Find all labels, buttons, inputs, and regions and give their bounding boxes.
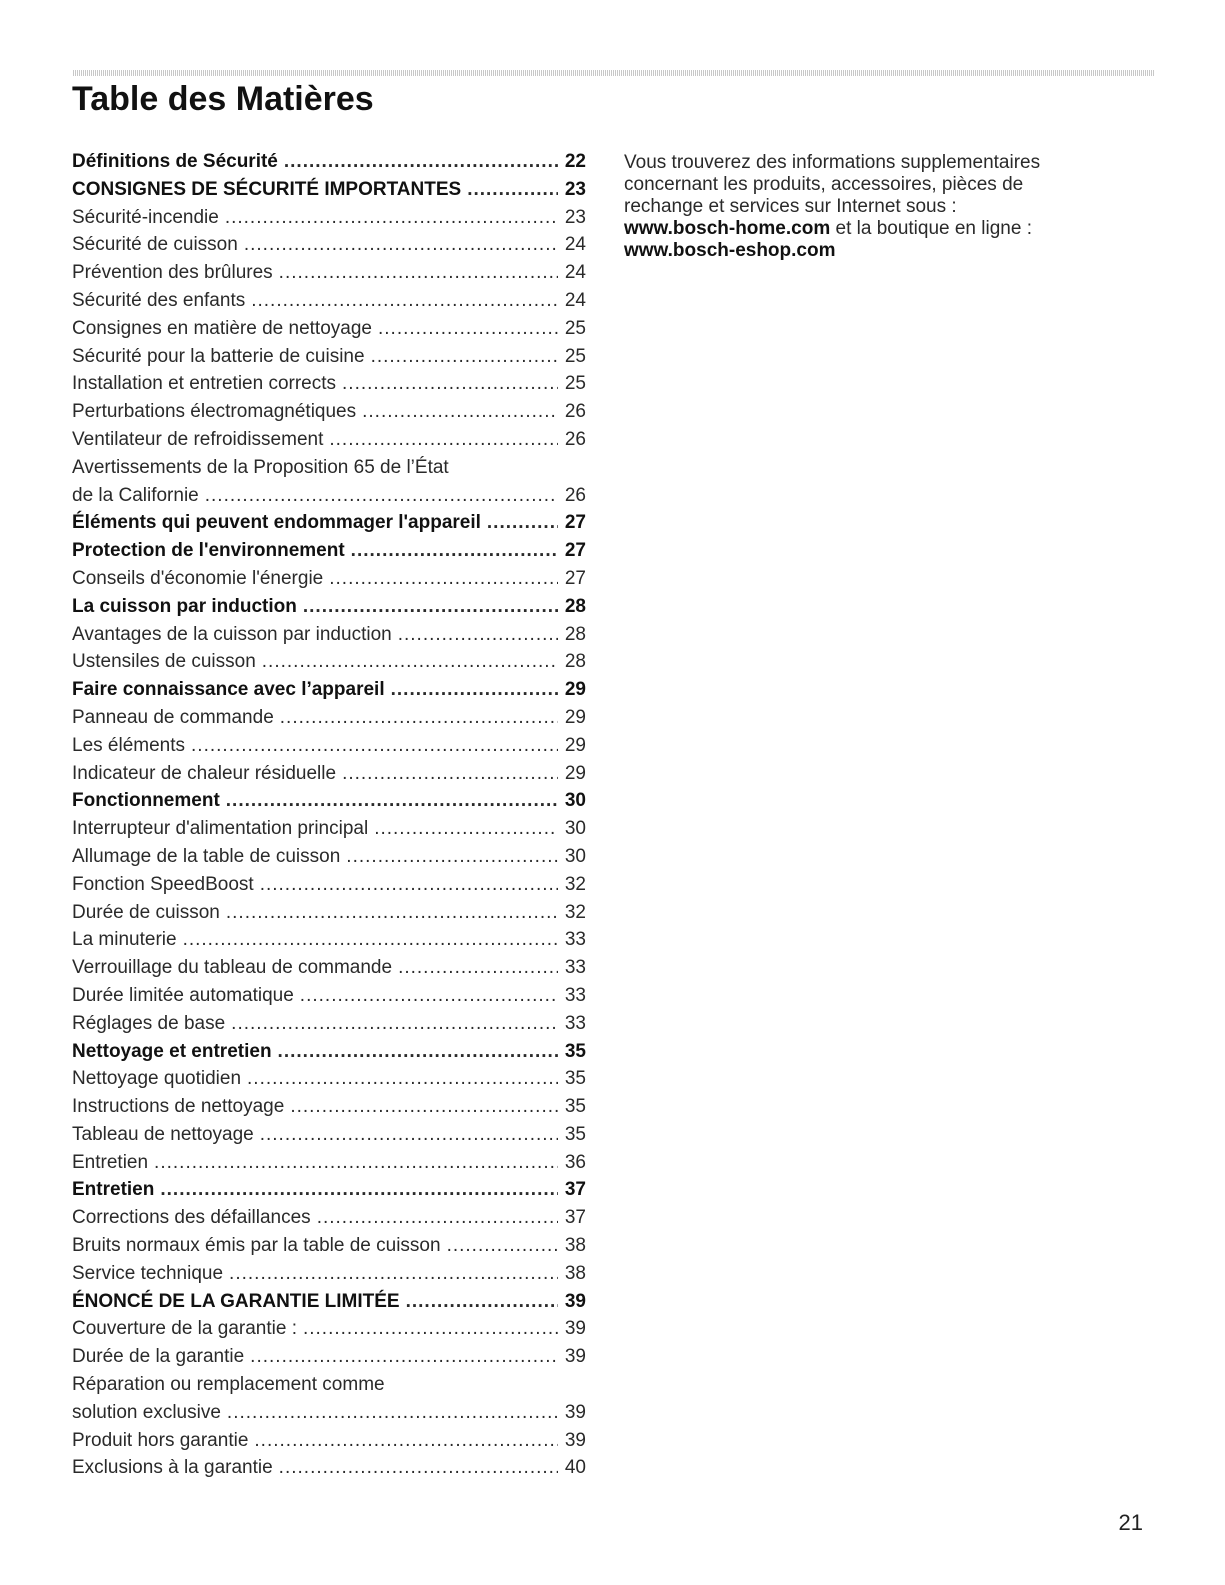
- toc-entry-line: [72, 621, 586, 649]
- bosch-eshop-link[interactable]: www.bosch-eshop.com: [624, 240, 836, 261]
- toc-entry-line: [72, 648, 586, 676]
- toc-page-number: 25: [564, 345, 586, 367]
- toc-entry-text: La minuterie: [72, 929, 177, 951]
- toc-entry-text: ÉNONCÉ DE LA GARANTIE LIMITÉE: [72, 1290, 400, 1312]
- toc-entry-line: [72, 815, 586, 843]
- toc-entry-text: Prévention des brûlures: [72, 262, 273, 284]
- toc-entry[interactable]: [72, 760, 586, 788]
- toc-page-number: 28: [564, 623, 586, 645]
- toc-page-number: 29: [564, 734, 586, 756]
- toc-entry-text: Ustensiles de cuisson: [72, 651, 256, 673]
- dot-leader: [262, 648, 558, 676]
- toc-entry-text: solution exclusive: [72, 1401, 221, 1423]
- toc-entry-line: [72, 843, 586, 871]
- toc-entry-text: Entretien: [72, 1179, 155, 1201]
- toc-entry-text: Consignes en matière de nettoyage: [72, 317, 372, 339]
- toc-entry-line: [72, 1454, 586, 1482]
- dot-leader: [244, 231, 558, 259]
- dot-leader: [374, 815, 558, 843]
- toc-entry-line: [72, 926, 586, 954]
- toc-entry-line: [72, 509, 586, 537]
- dot-leader: [317, 1204, 558, 1232]
- toc-entry[interactable]: [72, 1260, 586, 1288]
- toc-entry-line: [72, 1427, 586, 1455]
- toc-entry[interactable]: [72, 593, 586, 621]
- toc-entry-text: Sécurité pour la batterie de cuisine: [72, 345, 365, 367]
- toc-entry[interactable]: [72, 148, 586, 176]
- dot-leader: [362, 398, 558, 426]
- toc-entry[interactable]: [72, 871, 586, 899]
- toc-entry-text: Produit hors garantie: [72, 1429, 249, 1451]
- toc-entry-line: [72, 1232, 586, 1260]
- toc-entry[interactable]: [72, 1315, 586, 1343]
- toc-entry-text: Perturbations électromagnétiques: [72, 401, 357, 423]
- dot-leader: [290, 1093, 558, 1121]
- toc-page-number: 36: [564, 1151, 586, 1173]
- toc-entry-line: [72, 343, 586, 371]
- toc-page-number: 39: [564, 1318, 586, 1340]
- toc-entry-line: [72, 1149, 586, 1177]
- toc-entry-line: [72, 1260, 586, 1288]
- toc-entry[interactable]: [72, 1232, 586, 1260]
- bosch-home-link[interactable]: www.bosch-home.com: [624, 218, 831, 239]
- toc-entry[interactable]: [72, 565, 586, 593]
- toc-entry[interactable]: [72, 343, 586, 371]
- info-line: concernant les produits, accessoires, pièces de: [624, 174, 1024, 195]
- toc-page-number: 35: [564, 1068, 586, 1090]
- dot-leader: [225, 204, 558, 232]
- toc-entry-line: [72, 315, 586, 343]
- toc-page-number: 27: [564, 567, 586, 589]
- toc-entry[interactable]: [72, 1204, 586, 1232]
- toc-entry[interactable]: [72, 398, 586, 426]
- toc-page-number: 27: [564, 540, 586, 562]
- toc-entry-text: Bruits normaux émis par la table de cuisson: [72, 1235, 441, 1257]
- toc-page-number: 30: [564, 818, 586, 840]
- toc-entry-line: [72, 1204, 586, 1232]
- dot-leader: [398, 621, 558, 649]
- toc-entry[interactable]: [72, 176, 586, 204]
- toc-entry-line: [72, 787, 586, 815]
- toc-entry-text: Installation et entretien corrects: [72, 373, 337, 395]
- toc-entry[interactable]: [72, 1038, 586, 1066]
- toc-entry-line: [72, 398, 586, 426]
- toc-entry[interactable]: [72, 315, 586, 343]
- toc-entry-text: Tableau de nettoyage: [72, 1123, 254, 1145]
- toc-page-number: 40: [564, 1457, 586, 1479]
- toc-entry[interactable]: [72, 732, 586, 760]
- toc-entry-text: La cuisson par induction: [72, 595, 297, 617]
- toc-entry[interactable]: [72, 1427, 586, 1455]
- dot-leader: [260, 1121, 558, 1149]
- toc-entry-line: [72, 370, 586, 398]
- info-text: et la boutique en ligne :: [830, 218, 1032, 239]
- toc-entry-text: de la Californie: [72, 484, 199, 506]
- toc-entry-line: [72, 1315, 586, 1343]
- toc-page-number: 26: [564, 428, 586, 450]
- dot-leader: [254, 1427, 558, 1455]
- toc-entry-text: Fonction SpeedBoost: [72, 873, 254, 895]
- toc-entry[interactable]: [72, 899, 586, 927]
- dot-leader: [300, 982, 558, 1010]
- toc-entry-line: [72, 537, 586, 565]
- dot-leader: [342, 760, 558, 788]
- toc-entry[interactable]: [72, 259, 586, 287]
- toc-entry[interactable]: [72, 1149, 586, 1177]
- toc-page-number: 35: [564, 1040, 586, 1062]
- toc-entry-text: Fonctionnement: [72, 790, 220, 812]
- toc-entry[interactable]: [72, 370, 586, 398]
- toc-entry-line: [72, 1121, 586, 1149]
- dot-leader: [205, 482, 558, 510]
- toc-entry-text: Durée de cuisson: [72, 901, 220, 923]
- dot-leader: [378, 315, 558, 343]
- toc-page-number: 27: [564, 512, 586, 534]
- toc-entry-text: Sécurité de cuisson: [72, 234, 238, 256]
- toc-entry-text: Nettoyage et entretien: [72, 1040, 272, 1062]
- toc-entry-line: [72, 426, 586, 454]
- dot-leader: [231, 1010, 558, 1038]
- toc-page-number: 30: [564, 790, 586, 812]
- toc-page-number: 22: [564, 151, 586, 172]
- toc-entry-text: Service technique: [72, 1262, 224, 1284]
- info-paragraph: [624, 152, 1094, 262]
- dot-leader: [487, 509, 558, 537]
- dot-leader: [260, 871, 558, 899]
- toc-page-number: 38: [564, 1235, 586, 1257]
- toc-entry[interactable]: [72, 454, 586, 510]
- toc-entry[interactable]: [72, 787, 586, 815]
- toc-page-number: 30: [564, 845, 586, 867]
- toc-entry-text: Indicateur de chaleur résiduelle: [72, 762, 337, 784]
- toc-page-number: 38: [564, 1262, 586, 1284]
- toc-page-number: 37: [564, 1179, 586, 1201]
- toc-entry-text: Durée limitée automatique: [72, 984, 294, 1006]
- toc-entry-text: Avertissements de la Proposition 65 de l’État: [72, 456, 449, 478]
- toc-entry-text: Sécurité-incendie: [72, 206, 219, 228]
- toc-entry-text: Durée de la garantie: [72, 1346, 245, 1368]
- toc-entry[interactable]: [72, 1121, 586, 1149]
- toc-page-number: 33: [564, 1012, 586, 1034]
- toc-entry[interactable]: [72, 1065, 586, 1093]
- toc-entry-line: [72, 1288, 586, 1316]
- toc-entry-line: [72, 899, 586, 927]
- toc-page-number: 33: [564, 984, 586, 1006]
- dot-leader: [226, 787, 558, 815]
- toc-entry-text: Réparation ou remplacement comme: [72, 1374, 385, 1396]
- toc-page-number: 35: [564, 1123, 586, 1145]
- toc-entry[interactable]: [72, 1371, 586, 1427]
- toc-entry-text: CONSIGNES DE SÉCURITÉ IMPORTANTES: [72, 178, 462, 200]
- toc-entry[interactable]: [72, 204, 586, 232]
- toc-entry[interactable]: [72, 676, 586, 704]
- toc-entry-line: [72, 676, 586, 704]
- toc-entry-line: [72, 259, 586, 287]
- toc-entry-line: [72, 231, 586, 259]
- dot-leader: [284, 148, 558, 176]
- toc-page-number: 23: [564, 178, 586, 200]
- toc-entry[interactable]: [72, 926, 586, 954]
- toc-page-number: 37: [564, 1207, 586, 1229]
- toc-page-number: 26: [564, 484, 586, 506]
- dot-leader: [279, 259, 558, 287]
- info-line: Vous trouverez des informations supplementaires: [624, 152, 1041, 173]
- toc-page-number: 39: [564, 1429, 586, 1451]
- dot-leader: [447, 1232, 558, 1260]
- toc-page-number: 25: [564, 373, 586, 395]
- toc-entry-text: Verrouillage du tableau de commande: [72, 957, 393, 979]
- toc-entry[interactable]: [72, 1343, 586, 1371]
- toc-entry[interactable]: [72, 537, 586, 565]
- toc-entry-text: Allumage de la table de cuisson: [72, 845, 341, 867]
- toc-entry-line: [72, 982, 586, 1010]
- dot-leader: [342, 370, 558, 398]
- toc-page-number: 24: [564, 262, 586, 284]
- toc-page-number: 26: [564, 401, 586, 423]
- toc-entry[interactable]: [72, 1288, 586, 1316]
- toc-entry-line: [72, 871, 586, 899]
- toc-entry-text: Interrupteur d'alimentation principal: [72, 818, 369, 840]
- dot-leader: [191, 732, 558, 760]
- toc-entry[interactable]: [72, 815, 586, 843]
- toc-entry-line: [72, 732, 586, 760]
- toc-page-number: 32: [564, 873, 586, 895]
- toc-page-number: 33: [564, 929, 586, 951]
- toc-page-number: 24: [564, 289, 586, 311]
- page-title: Table des Matières: [72, 80, 374, 118]
- toc-entry[interactable]: [72, 426, 586, 454]
- toc-page-number: 33: [564, 957, 586, 979]
- dot-leader: [247, 1065, 558, 1093]
- toc-entry-line: [72, 1343, 586, 1371]
- info-line: [624, 240, 1094, 262]
- page-number: 21: [1118, 1510, 1143, 1535]
- toc-entry[interactable]: [72, 1454, 586, 1482]
- dot-leader: [251, 287, 558, 315]
- toc-entry[interactable]: [72, 843, 586, 871]
- toc-entry-text: Éléments qui peuvent endommager l'appareil: [72, 512, 481, 534]
- toc-entry[interactable]: [72, 1176, 586, 1204]
- dot-leader: [346, 843, 558, 871]
- toc-page-number: 32: [564, 901, 586, 923]
- dot-leader: [154, 1149, 558, 1177]
- toc-entry-text: Nettoyage quotidien: [72, 1068, 242, 1090]
- toc-page-number: 23: [564, 206, 586, 228]
- toc-entry-text: Avantages de la cuisson par induction: [72, 623, 392, 645]
- toc-entry-line: [72, 148, 586, 176]
- toc-entry-text: Couverture de la garantie :: [72, 1318, 297, 1340]
- toc-entry-line: [72, 1038, 586, 1066]
- dot-leader: [183, 926, 558, 954]
- toc-entry-text: Panneau de commande: [72, 706, 274, 728]
- dot-leader: [351, 537, 558, 565]
- dot-leader: [467, 176, 558, 204]
- toc-entry-line: [72, 204, 586, 232]
- info-line: [624, 218, 1094, 240]
- toc-entry-line: [72, 954, 586, 982]
- dot-leader: [303, 593, 558, 621]
- dot-leader: [250, 1343, 558, 1371]
- dot-leader: [391, 676, 558, 704]
- toc-entry[interactable]: [72, 509, 586, 537]
- toc-page-number: 39: [564, 1346, 586, 1368]
- toc-entry-text: Sécurité des enfants: [72, 289, 246, 311]
- toc-entry-text: Les éléments: [72, 734, 186, 756]
- toc-page-number: 29: [564, 679, 586, 701]
- dot-leader: [229, 1260, 558, 1288]
- table-of-contents: [72, 148, 586, 1482]
- toc-entry-line: [72, 287, 586, 315]
- dot-leader: [329, 426, 558, 454]
- toc-entry-line: [72, 1093, 586, 1121]
- toc-entry-line: [72, 760, 586, 788]
- dot-leader: [160, 1176, 558, 1204]
- toc-entry[interactable]: [72, 231, 586, 259]
- toc-entry-text: Faire connaissance avec l’appareil: [72, 679, 385, 701]
- dot-leader: [329, 565, 558, 593]
- toc-entry-line: [72, 176, 586, 204]
- toc-entry-line: [72, 1399, 586, 1427]
- toc-entry-text: Protection de l'environnement: [72, 540, 345, 562]
- toc-page-number: 28: [564, 651, 586, 673]
- toc-page-number: 29: [564, 706, 586, 728]
- toc-entry-line: [72, 704, 586, 732]
- dot-leader: [279, 1454, 558, 1482]
- toc-page-number: 28: [564, 595, 586, 617]
- toc-entry-line: [72, 482, 586, 510]
- dot-leader: [406, 1288, 558, 1316]
- toc-entry-text: Instructions de nettoyage: [72, 1096, 285, 1118]
- dot-leader: [226, 899, 558, 927]
- dot-leader: [280, 704, 558, 732]
- toc-entry-text: Exclusions à la garantie: [72, 1457, 273, 1479]
- toc-entry[interactable]: [72, 648, 586, 676]
- toc-entry-text: Ventilateur de refroidissement: [72, 428, 324, 450]
- toc-page-number: 25: [564, 317, 586, 339]
- toc-entry-line: [72, 565, 586, 593]
- dot-leader: [303, 1315, 558, 1343]
- info-line: rechange et services sur Internet sous :: [624, 196, 957, 217]
- dot-leader: [227, 1399, 558, 1427]
- toc-entry[interactable]: [72, 621, 586, 649]
- toc-page-number: 39: [564, 1290, 586, 1312]
- toc-page-number: 29: [564, 762, 586, 784]
- toc-entry[interactable]: [72, 287, 586, 315]
- dot-leader: [278, 1038, 558, 1066]
- toc-entry-text: Conseils d'économie l'énergie: [72, 567, 324, 589]
- toc-page-number: 24: [564, 234, 586, 256]
- toc-entry-line: [72, 1176, 586, 1204]
- toc-entry[interactable]: [72, 1093, 586, 1121]
- toc-entry-line: [72, 1010, 586, 1038]
- toc-entry[interactable]: [72, 954, 586, 982]
- toc-entry-text: Corrections des défaillances: [72, 1207, 311, 1229]
- dot-leader: [371, 343, 558, 371]
- toc-page-number: 35: [564, 1096, 586, 1118]
- toc-entry-line: [72, 1065, 586, 1093]
- dot-leader: [398, 954, 558, 982]
- toc-entry[interactable]: [72, 982, 586, 1010]
- header-rule: [73, 70, 1155, 76]
- toc-entry-text: Définitions de Sécurité: [72, 151, 278, 172]
- toc-entry-line: [72, 593, 586, 621]
- toc-page-number: 39: [564, 1401, 586, 1423]
- toc-entry[interactable]: [72, 1010, 586, 1038]
- toc-entry-text: Entretien: [72, 1151, 149, 1173]
- toc-entry[interactable]: [72, 704, 586, 732]
- toc-entry-text: Réglages de base: [72, 1012, 226, 1034]
